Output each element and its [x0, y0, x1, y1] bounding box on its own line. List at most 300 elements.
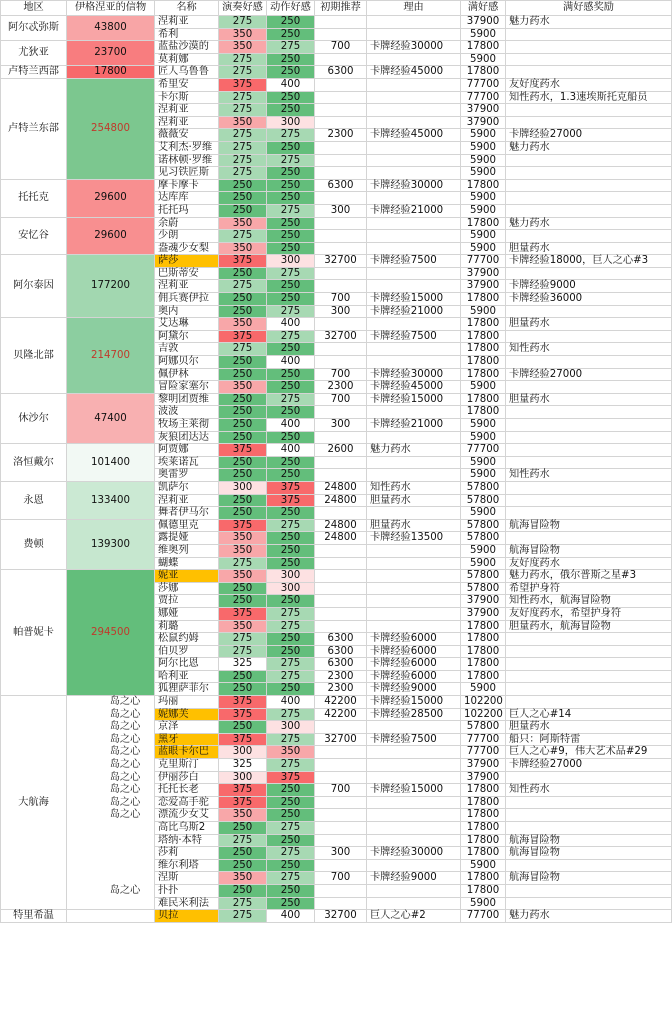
- initial-cell[interactable]: [315, 242, 367, 255]
- action-cell[interactable]: 250: [267, 167, 315, 180]
- performance-cell[interactable]: 250: [219, 419, 267, 432]
- action-cell[interactable]: 400: [267, 78, 315, 91]
- npc-name-cell[interactable]: [155, 356, 219, 369]
- reason-cell[interactable]: [367, 242, 461, 255]
- action-cell[interactable]: 275: [267, 759, 315, 772]
- action-cell[interactable]: 250: [267, 683, 315, 696]
- reward-cell[interactable]: 友好度药水，希望护身符: [506, 607, 672, 620]
- initial-cell[interactable]: [315, 78, 367, 91]
- reward-cell[interactable]: [506, 406, 672, 419]
- region-cell[interactable]: 大航海: [1, 696, 67, 910]
- full-affinity-cell[interactable]: 37900: [461, 280, 506, 293]
- npc-name-cell[interactable]: [155, 481, 219, 494]
- action-cell[interactable]: 250: [267, 507, 315, 520]
- npc-name-cell[interactable]: [109, 771, 219, 784]
- full-affinity-cell[interactable]: 77700: [461, 910, 506, 923]
- full-affinity-cell[interactable]: 37900: [461, 607, 506, 620]
- performance-cell[interactable]: 275: [219, 91, 267, 104]
- action-cell[interactable]: 275: [267, 305, 315, 318]
- action-cell[interactable]: 250: [267, 343, 315, 356]
- initial-cell[interactable]: 2300: [315, 683, 367, 696]
- full-affinity-cell[interactable]: 77700: [461, 255, 506, 268]
- reward-cell[interactable]: 航海冒险物: [506, 519, 672, 532]
- npc-name-cell[interactable]: [155, 393, 219, 406]
- reward-cell[interactable]: 知性药水，航海冒险物: [506, 595, 672, 608]
- reward-cell[interactable]: 魅力药水: [506, 910, 672, 923]
- initial-cell[interactable]: 6300: [315, 179, 367, 192]
- performance-cell[interactable]: 250: [219, 859, 267, 872]
- npc-name-cell[interactable]: [109, 708, 219, 721]
- initial-cell[interactable]: [315, 822, 367, 835]
- initial-cell[interactable]: 700: [315, 393, 367, 406]
- reward-cell[interactable]: 知性药水: [506, 469, 672, 482]
- full-affinity-cell[interactable]: 37900: [461, 16, 506, 29]
- full-affinity-cell[interactable]: 17800: [461, 796, 506, 809]
- reason-cell[interactable]: [367, 116, 461, 129]
- reason-cell[interactable]: [367, 78, 461, 91]
- reason-cell[interactable]: [367, 595, 461, 608]
- npc-name-cell[interactable]: [155, 280, 219, 293]
- reward-cell[interactable]: [506, 771, 672, 784]
- reward-cell[interactable]: [506, 356, 672, 369]
- action-cell[interactable]: 400: [267, 910, 315, 923]
- initial-cell[interactable]: [315, 595, 367, 608]
- action-cell[interactable]: 275: [267, 670, 315, 683]
- initial-cell[interactable]: [315, 141, 367, 154]
- action-cell[interactable]: 250: [267, 104, 315, 117]
- full-affinity-cell[interactable]: 17800: [461, 872, 506, 885]
- full-affinity-cell[interactable]: 57800: [461, 519, 506, 532]
- npc-name-cell[interactable]: [109, 796, 219, 809]
- full-affinity-cell[interactable]: 5900: [461, 859, 506, 872]
- npc-name-cell[interactable]: [155, 368, 219, 381]
- reason-cell[interactable]: 卡牌经验7500: [367, 330, 461, 343]
- action-cell[interactable]: 250: [267, 834, 315, 847]
- performance-cell[interactable]: 375: [219, 607, 267, 620]
- full-affinity-cell[interactable]: 102200: [461, 708, 506, 721]
- npc-name-cell[interactable]: [155, 305, 219, 318]
- npc-name-cell[interactable]: [155, 633, 219, 646]
- initial-cell[interactable]: [315, 406, 367, 419]
- npc-name-cell[interactable]: [155, 897, 219, 910]
- npc-name-cell[interactable]: [155, 557, 219, 570]
- action-cell[interactable]: 275: [267, 41, 315, 54]
- full-affinity-cell[interactable]: 77700: [461, 444, 506, 457]
- reward-cell[interactable]: 船只：阿斯特雷: [506, 733, 672, 746]
- full-affinity-cell[interactable]: 17800: [461, 658, 506, 671]
- reward-cell[interactable]: 友好度药水: [506, 78, 672, 91]
- performance-cell[interactable]: 250: [219, 431, 267, 444]
- region-cell[interactable]: 托托克: [1, 179, 67, 217]
- performance-cell[interactable]: 350: [219, 28, 267, 41]
- initial-cell[interactable]: [315, 884, 367, 897]
- reason-cell[interactable]: [367, 456, 461, 469]
- initial-cell[interactable]: 300: [315, 419, 367, 432]
- reason-cell[interactable]: [367, 16, 461, 29]
- action-cell[interactable]: 250: [267, 53, 315, 66]
- reward-cell[interactable]: [506, 633, 672, 646]
- performance-cell[interactable]: 250: [219, 847, 267, 860]
- performance-cell[interactable]: 250: [219, 683, 267, 696]
- region-cell[interactable]: 尤狄亚: [1, 41, 67, 66]
- npc-name-cell[interactable]: [155, 419, 219, 432]
- npc-name-cell[interactable]: [155, 834, 219, 847]
- reward-cell[interactable]: [506, 696, 672, 709]
- action-cell[interactable]: 250: [267, 645, 315, 658]
- npc-name-cell[interactable]: [155, 670, 219, 683]
- initial-cell[interactable]: [315, 721, 367, 734]
- full-affinity-cell[interactable]: 5900: [461, 381, 506, 394]
- initial-cell[interactable]: 2300: [315, 129, 367, 142]
- reason-cell[interactable]: [367, 544, 461, 557]
- action-cell[interactable]: 250: [267, 469, 315, 482]
- reward-cell[interactable]: [506, 167, 672, 180]
- reason-cell[interactable]: 卡牌经验45000: [367, 129, 461, 142]
- initial-cell[interactable]: 24800: [315, 481, 367, 494]
- token-cell[interactable]: 139300: [67, 519, 155, 569]
- full-affinity-cell[interactable]: 57800: [461, 532, 506, 545]
- reason-cell[interactable]: [367, 557, 461, 570]
- reason-cell[interactable]: [367, 469, 461, 482]
- reason-cell[interactable]: 卡牌经验7500: [367, 733, 461, 746]
- npc-name-cell[interactable]: [155, 53, 219, 66]
- action-cell[interactable]: 400: [267, 696, 315, 709]
- initial-cell[interactable]: 24800: [315, 532, 367, 545]
- action-cell[interactable]: 250: [267, 557, 315, 570]
- performance-cell[interactable]: 275: [219, 129, 267, 142]
- full-affinity-cell[interactable]: 5900: [461, 456, 506, 469]
- full-affinity-cell[interactable]: 5900: [461, 141, 506, 154]
- initial-cell[interactable]: 32700: [315, 255, 367, 268]
- action-cell[interactable]: 275: [267, 733, 315, 746]
- reason-cell[interactable]: [367, 356, 461, 369]
- npc-name-cell[interactable]: [155, 255, 219, 268]
- performance-cell[interactable]: 350: [219, 318, 267, 331]
- full-affinity-cell[interactable]: 17800: [461, 356, 506, 369]
- npc-name-cell[interactable]: [155, 570, 219, 583]
- initial-cell[interactable]: [315, 167, 367, 180]
- initial-cell[interactable]: [315, 267, 367, 280]
- npc-name-cell[interactable]: [155, 116, 219, 129]
- action-cell[interactable]: 300: [267, 582, 315, 595]
- full-affinity-cell[interactable]: 77700: [461, 78, 506, 91]
- initial-cell[interactable]: 24800: [315, 494, 367, 507]
- performance-cell[interactable]: 300: [219, 771, 267, 784]
- initial-cell[interactable]: 2300: [315, 381, 367, 394]
- initial-cell[interactable]: 700: [315, 41, 367, 54]
- initial-cell[interactable]: [315, 280, 367, 293]
- full-affinity-cell[interactable]: 17800: [461, 645, 506, 658]
- initial-cell[interactable]: [315, 469, 367, 482]
- performance-cell[interactable]: 375: [219, 330, 267, 343]
- action-cell[interactable]: 275: [267, 129, 315, 142]
- full-affinity-cell[interactable]: 17800: [461, 822, 506, 835]
- full-affinity-cell[interactable]: 17800: [461, 368, 506, 381]
- initial-cell[interactable]: [315, 28, 367, 41]
- reason-cell[interactable]: [367, 582, 461, 595]
- performance-cell[interactable]: 375: [219, 444, 267, 457]
- initial-cell[interactable]: [315, 217, 367, 230]
- token-cell[interactable]: 47400: [67, 393, 155, 443]
- performance-cell[interactable]: 250: [219, 293, 267, 306]
- npc-name-cell[interactable]: [155, 217, 219, 230]
- token-cell[interactable]: 23700: [67, 41, 155, 66]
- initial-cell[interactable]: 300: [315, 847, 367, 860]
- token-cell[interactable]: 177200: [67, 255, 155, 318]
- full-affinity-cell[interactable]: 57800: [461, 481, 506, 494]
- performance-cell[interactable]: 250: [219, 406, 267, 419]
- npc-name-cell[interactable]: [155, 204, 219, 217]
- reward-cell[interactable]: [506, 53, 672, 66]
- reason-cell[interactable]: 胆量药水: [367, 494, 461, 507]
- action-cell[interactable]: 275: [267, 822, 315, 835]
- action-cell[interactable]: 300: [267, 570, 315, 583]
- npc-name-cell[interactable]: [155, 293, 219, 306]
- performance-cell[interactable]: 375: [219, 733, 267, 746]
- performance-cell[interactable]: 250: [219, 595, 267, 608]
- reason-cell[interactable]: 卡牌经验15000: [367, 784, 461, 797]
- action-cell[interactable]: 375: [267, 771, 315, 784]
- performance-cell[interactable]: 350: [219, 809, 267, 822]
- performance-cell[interactable]: 275: [219, 104, 267, 117]
- action-cell[interactable]: 275: [267, 330, 315, 343]
- action-cell[interactable]: 250: [267, 595, 315, 608]
- reward-cell[interactable]: [506, 267, 672, 280]
- npc-name-cell[interactable]: [155, 78, 219, 91]
- reward-cell[interactable]: [506, 897, 672, 910]
- npc-name-cell[interactable]: [155, 658, 219, 671]
- reward-cell[interactable]: [506, 192, 672, 205]
- initial-cell[interactable]: [315, 607, 367, 620]
- performance-cell[interactable]: 275: [219, 910, 267, 923]
- initial-cell[interactable]: 300: [315, 204, 367, 217]
- performance-cell[interactable]: 350: [219, 381, 267, 394]
- initial-cell[interactable]: [315, 507, 367, 520]
- reward-cell[interactable]: 知性药水: [506, 784, 672, 797]
- reason-cell[interactable]: [367, 771, 461, 784]
- npc-name-cell[interactable]: [155, 104, 219, 117]
- reward-cell[interactable]: [506, 658, 672, 671]
- reward-cell[interactable]: 知性药水，1.3速埃斯托克船员: [506, 91, 672, 104]
- full-affinity-cell[interactable]: 5900: [461, 167, 506, 180]
- npc-name-cell[interactable]: [155, 318, 219, 331]
- reward-cell[interactable]: 胆量药水: [506, 318, 672, 331]
- npc-name-cell[interactable]: [155, 620, 219, 633]
- token-cell[interactable]: 29600: [67, 179, 155, 217]
- npc-name-cell[interactable]: [155, 494, 219, 507]
- reward-cell[interactable]: [506, 796, 672, 809]
- action-cell[interactable]: 275: [267, 658, 315, 671]
- npc-name-cell[interactable]: [155, 154, 219, 167]
- initial-cell[interactable]: [315, 746, 367, 759]
- action-cell[interactable]: 275: [267, 847, 315, 860]
- npc-name-cell[interactable]: [155, 507, 219, 520]
- npc-name-cell[interactable]: [155, 381, 219, 394]
- action-cell[interactable]: 400: [267, 318, 315, 331]
- reward-cell[interactable]: [506, 884, 672, 897]
- full-affinity-cell[interactable]: 17800: [461, 66, 506, 79]
- performance-cell[interactable]: 325: [219, 658, 267, 671]
- initial-cell[interactable]: 700: [315, 368, 367, 381]
- performance-cell[interactable]: 350: [219, 620, 267, 633]
- reward-cell[interactable]: 航海冒险物: [506, 872, 672, 885]
- reason-cell[interactable]: [367, 167, 461, 180]
- full-affinity-cell[interactable]: 5900: [461, 431, 506, 444]
- reward-cell[interactable]: [506, 645, 672, 658]
- token-cell[interactable]: 101400: [67, 444, 155, 482]
- reason-cell[interactable]: 卡牌经验6000: [367, 633, 461, 646]
- performance-cell[interactable]: 375: [219, 696, 267, 709]
- reason-cell[interactable]: [367, 570, 461, 583]
- initial-cell[interactable]: [315, 91, 367, 104]
- initial-cell[interactable]: [315, 230, 367, 243]
- npc-name-cell[interactable]: [155, 192, 219, 205]
- action-cell[interactable]: 250: [267, 230, 315, 243]
- reason-cell[interactable]: 巨人之心#2: [367, 910, 461, 923]
- reward-cell[interactable]: [506, 431, 672, 444]
- performance-cell[interactable]: 250: [219, 469, 267, 482]
- reason-cell[interactable]: [367, 897, 461, 910]
- reason-cell[interactable]: 卡牌经验21000: [367, 204, 461, 217]
- performance-cell[interactable]: 250: [219, 305, 267, 318]
- action-cell[interactable]: 275: [267, 154, 315, 167]
- action-cell[interactable]: 250: [267, 381, 315, 394]
- reason-cell[interactable]: [367, 431, 461, 444]
- reward-cell[interactable]: 知性药水: [506, 343, 672, 356]
- region-cell[interactable]: 安忆谷: [1, 217, 67, 255]
- reason-cell[interactable]: [367, 620, 461, 633]
- token-cell[interactable]: 29600: [67, 217, 155, 255]
- performance-cell[interactable]: 350: [219, 544, 267, 557]
- reason-cell[interactable]: 卡牌经验6000: [367, 658, 461, 671]
- action-cell[interactable]: 250: [267, 141, 315, 154]
- reason-cell[interactable]: 胆量药水: [367, 519, 461, 532]
- full-affinity-cell[interactable]: 17800: [461, 41, 506, 54]
- initial-cell[interactable]: [315, 570, 367, 583]
- reason-cell[interactable]: [367, 343, 461, 356]
- reason-cell[interactable]: [367, 230, 461, 243]
- reason-cell[interactable]: 卡牌经验45000: [367, 66, 461, 79]
- npc-name-cell[interactable]: [155, 242, 219, 255]
- full-affinity-cell[interactable]: 17800: [461, 620, 506, 633]
- reason-cell[interactable]: 卡牌经验15000: [367, 696, 461, 709]
- action-cell[interactable]: 250: [267, 456, 315, 469]
- initial-cell[interactable]: [315, 456, 367, 469]
- initial-cell[interactable]: 2300: [315, 670, 367, 683]
- performance-cell[interactable]: 375: [219, 255, 267, 268]
- token-cell[interactable]: 254800: [67, 78, 155, 179]
- initial-cell[interactable]: 6300: [315, 645, 367, 658]
- performance-cell[interactable]: 250: [219, 670, 267, 683]
- initial-cell[interactable]: 700: [315, 784, 367, 797]
- full-affinity-cell[interactable]: 17800: [461, 847, 506, 860]
- action-cell[interactable]: 250: [267, 784, 315, 797]
- reward-cell[interactable]: [506, 28, 672, 41]
- performance-cell[interactable]: 250: [219, 494, 267, 507]
- token-cell[interactable]: 43800: [67, 16, 155, 41]
- full-affinity-cell[interactable]: 17800: [461, 393, 506, 406]
- npc-name-cell[interactable]: [155, 41, 219, 54]
- full-affinity-cell[interactable]: 17800: [461, 293, 506, 306]
- performance-cell[interactable]: 250: [219, 456, 267, 469]
- performance-cell[interactable]: 375: [219, 78, 267, 91]
- performance-cell[interactable]: 325: [219, 759, 267, 772]
- reward-cell[interactable]: 巨人之心#14: [506, 708, 672, 721]
- reason-cell[interactable]: [367, 280, 461, 293]
- initial-cell[interactable]: [315, 582, 367, 595]
- performance-cell[interactable]: 275: [219, 633, 267, 646]
- full-affinity-cell[interactable]: 5900: [461, 230, 506, 243]
- reward-cell[interactable]: 航海冒险物: [506, 847, 672, 860]
- performance-cell[interactable]: 250: [219, 192, 267, 205]
- npc-name-cell[interactable]: [109, 696, 219, 709]
- full-affinity-cell[interactable]: 17800: [461, 318, 506, 331]
- npc-name-cell[interactable]: [155, 582, 219, 595]
- performance-cell[interactable]: 250: [219, 179, 267, 192]
- reason-cell[interactable]: 卡牌经验9000: [367, 872, 461, 885]
- reason-cell[interactable]: [367, 759, 461, 772]
- performance-cell[interactable]: 275: [219, 343, 267, 356]
- action-cell[interactable]: 275: [267, 393, 315, 406]
- performance-cell[interactable]: 250: [219, 721, 267, 734]
- full-affinity-cell[interactable]: 17800: [461, 784, 506, 797]
- reward-cell[interactable]: 卡牌经验27000: [506, 759, 672, 772]
- reward-cell[interactable]: [506, 230, 672, 243]
- reason-cell[interactable]: 卡牌经验28500: [367, 708, 461, 721]
- reason-cell[interactable]: 卡牌经验21000: [367, 305, 461, 318]
- action-cell[interactable]: 250: [267, 897, 315, 910]
- region-cell[interactable]: 卢特兰西部: [1, 66, 67, 79]
- reward-cell[interactable]: 卡牌经验27000: [506, 368, 672, 381]
- action-cell[interactable]: 250: [267, 293, 315, 306]
- initial-cell[interactable]: [315, 620, 367, 633]
- full-affinity-cell[interactable]: 17800: [461, 884, 506, 897]
- reason-cell[interactable]: [367, 53, 461, 66]
- action-cell[interactable]: 250: [267, 544, 315, 557]
- npc-name-cell[interactable]: [155, 519, 219, 532]
- reward-cell[interactable]: [506, 494, 672, 507]
- performance-cell[interactable]: 275: [219, 280, 267, 293]
- full-affinity-cell[interactable]: 57800: [461, 494, 506, 507]
- reward-cell[interactable]: [506, 116, 672, 129]
- full-affinity-cell[interactable]: 5900: [461, 28, 506, 41]
- reward-cell[interactable]: 卡牌经验27000: [506, 129, 672, 142]
- full-affinity-cell[interactable]: 37900: [461, 267, 506, 280]
- initial-cell[interactable]: [315, 116, 367, 129]
- reward-cell[interactable]: [506, 305, 672, 318]
- reward-cell[interactable]: 巨人之心#9，伟大艺术品#29: [506, 746, 672, 759]
- npc-name-cell[interactable]: [155, 595, 219, 608]
- reason-cell[interactable]: [367, 859, 461, 872]
- reward-cell[interactable]: [506, 104, 672, 117]
- action-cell[interactable]: 400: [267, 444, 315, 457]
- reason-cell[interactable]: 魅力药水: [367, 444, 461, 457]
- performance-cell[interactable]: 275: [219, 557, 267, 570]
- reason-cell[interactable]: 卡牌经验30000: [367, 41, 461, 54]
- reward-cell[interactable]: [506, 859, 672, 872]
- performance-cell[interactable]: 350: [219, 570, 267, 583]
- reason-cell[interactable]: 卡牌经验45000: [367, 381, 461, 394]
- reason-cell[interactable]: [367, 884, 461, 897]
- full-affinity-cell[interactable]: 57800: [461, 570, 506, 583]
- reward-cell[interactable]: 希望护身符: [506, 582, 672, 595]
- performance-cell[interactable]: 275: [219, 141, 267, 154]
- npc-name-cell[interactable]: [155, 683, 219, 696]
- action-cell[interactable]: 300: [267, 255, 315, 268]
- action-cell[interactable]: 250: [267, 179, 315, 192]
- npc-name-cell[interactable]: [155, 645, 219, 658]
- full-affinity-cell[interactable]: 17800: [461, 343, 506, 356]
